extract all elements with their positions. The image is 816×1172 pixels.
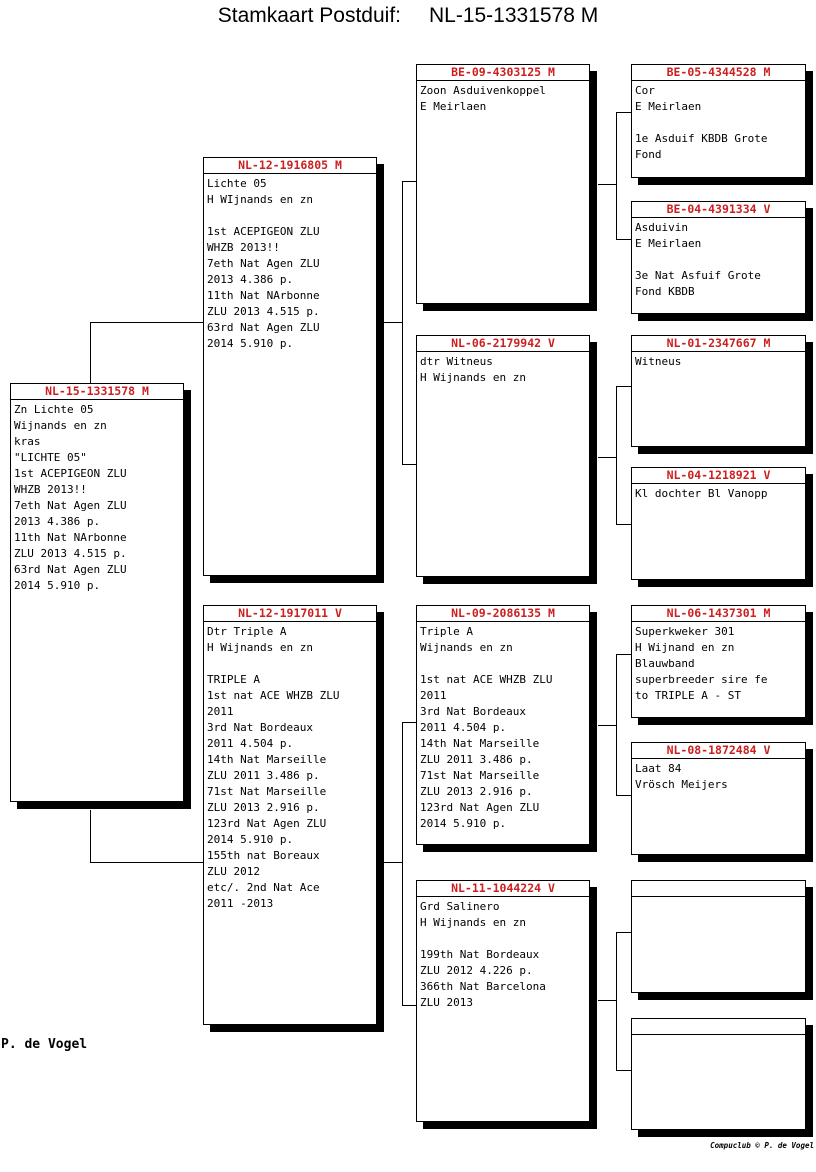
info-line [207, 208, 373, 224]
pigeon-card-mmm[interactable] [631, 1018, 806, 1130]
info-line: Fond [635, 148, 662, 161]
pigeon-info [632, 897, 805, 901]
pigeon-card-fmm[interactable] [631, 467, 806, 580]
connector-line [90, 322, 91, 383]
pigeon-card-ff[interactable] [416, 64, 590, 304]
info-line: ZLU 2013 2.916 p. [207, 801, 320, 814]
info-line: 2011 [207, 705, 234, 718]
info-line: 123rd Nat Agen ZLU [420, 801, 540, 814]
title-ring: NL-15-1331578 M [428, 4, 599, 27]
info-line: 155th nat Boreaux [207, 849, 320, 862]
info-line: Laat 84 [635, 762, 682, 775]
connector-line [616, 1070, 632, 1071]
info-line: ZLU 2012 4.226 p. [420, 964, 533, 977]
info-line: Fond KBDB [635, 285, 695, 298]
info-line: Witneus [635, 355, 682, 368]
pigeon-card-mff[interactable] [631, 605, 806, 718]
info-line: 2011 -2013 [207, 897, 274, 910]
pigeon-card-fff[interactable] [631, 64, 806, 178]
pigeon-info [204, 174, 376, 354]
info-line: 3rd Nat Bordeaux [420, 705, 526, 718]
info-line: WHZB 2013!! [207, 241, 280, 254]
info-line: Zn Lichte 05 [14, 403, 94, 416]
info-line: H Wijnands en zn [420, 916, 526, 929]
info-line: Kl dochter Bl Vanopp [635, 487, 768, 500]
info-line: 2014 5.910 p. [14, 579, 101, 592]
info-line: Grd Salinero [420, 900, 500, 913]
info-line: Wijnands en zn [14, 419, 107, 432]
info-line: 123rd Nat Agen ZLU [207, 817, 327, 830]
connector-line [402, 181, 403, 464]
info-line: ZLU 2013 2.916 p. [420, 785, 533, 798]
pigeon-info [632, 218, 805, 302]
info-line: 63rd Nat Agen ZLU [14, 563, 127, 576]
ring-number: NL-04-1218921 V [632, 468, 805, 484]
connector-line [402, 181, 417, 182]
info-line: 2014 5.910 p. [207, 833, 294, 846]
connector-line [402, 722, 417, 723]
info-line: etc/. 2nd Nat Ace [207, 881, 320, 894]
info-line: 7eth Nat Agen ZLU [207, 257, 320, 270]
info-line: 2013 4.386 p. [14, 515, 101, 528]
connector-line [616, 386, 632, 387]
pigeon-info [204, 622, 376, 914]
connector-line [384, 322, 402, 323]
ring-number: BE-05-4344528 M [632, 65, 805, 81]
info-line [635, 115, 802, 131]
info-line [420, 656, 586, 672]
pigeon-card-mm[interactable] [416, 880, 590, 1122]
info-line: ZLU 2013 [420, 996, 473, 1009]
pigeon-card-father[interactable] [203, 157, 377, 576]
connector-line [598, 457, 616, 458]
connector-line [402, 1005, 417, 1006]
info-line: 63rd Nat Agen ZLU [207, 321, 320, 334]
connector-line [598, 725, 616, 726]
pigeon-card-ffm[interactable] [631, 201, 806, 314]
pigeon-info [632, 759, 805, 795]
connector-line [90, 322, 204, 323]
info-line: 7eth Nat Agen ZLU [14, 499, 127, 512]
ring-number: NL-06-1437301 M [632, 606, 805, 622]
connector-line [402, 464, 417, 465]
connector-line [616, 112, 632, 113]
info-line: ZLU 2013 4.515 p. [207, 305, 320, 318]
pigeon-info [632, 484, 805, 504]
connector-line [616, 932, 632, 933]
info-line: 11th Nat NArbonne [14, 531, 127, 544]
info-line: Blauwband [635, 657, 695, 670]
pigeon-info [11, 400, 183, 596]
info-line: Wijnands en zn [420, 641, 513, 654]
info-line: 199th Nat Bordeaux [420, 948, 540, 961]
info-line: 71st Nat Marseille [420, 769, 540, 782]
pigeon-card-fm[interactable] [416, 335, 590, 577]
info-line: 71st Nat Marseille [207, 785, 327, 798]
info-line: 3e Nat Asfuif Grote [635, 269, 761, 282]
connector-line [616, 112, 617, 239]
info-line: superbreeder sire fe [635, 673, 768, 686]
ring-number: NL-06-2179942 V [417, 336, 589, 352]
info-line: E Meirlaen [635, 237, 702, 250]
ring-number: BE-09-4303125 M [417, 65, 589, 81]
ring-number: BE-04-4391334 V [632, 202, 805, 218]
connector-line [616, 654, 632, 655]
info-line: ZLU 2013 4.515 p. [14, 547, 127, 560]
info-line: 2014 5.910 p. [420, 817, 507, 830]
info-line: 2013 4.386 p. [207, 273, 294, 286]
info-line [207, 656, 373, 672]
pigeon-info [632, 1035, 805, 1039]
pigeon-info [417, 81, 589, 117]
info-line: ZLU 2012 [207, 865, 260, 878]
info-line: ZLU 2011 3.486 p. [207, 769, 320, 782]
info-line: 14th Nat Marseille [420, 737, 540, 750]
info-line: Triple A [420, 625, 473, 638]
info-line: Dtr Triple A [207, 625, 287, 638]
info-line: 2011 [420, 689, 447, 702]
info-line: H Wijnands en zn [420, 371, 526, 384]
info-line: H Wijnand en zn [635, 641, 735, 654]
info-line: 1st ACEPIGEON ZLU [207, 225, 320, 238]
pigeon-card-mfm[interactable] [631, 742, 806, 855]
pigeon-info [417, 897, 589, 1013]
info-line: "LICHTE 05" [14, 451, 87, 464]
pigeon-card-mf[interactable] [416, 605, 590, 845]
connector-line [90, 862, 204, 863]
ring-number [632, 881, 805, 897]
pigeon-info [632, 352, 805, 372]
connector-line [616, 795, 632, 796]
connector-line [616, 239, 632, 240]
ring-number: NL-11-1044224 V [417, 881, 589, 897]
info-line: ZLU 2011 3.486 p. [420, 753, 533, 766]
connector-line [598, 1000, 616, 1001]
info-line: 3rd Nat Bordeaux [207, 721, 313, 734]
info-line: to TRIPLE A - ST [635, 689, 741, 702]
info-line: dtr Witneus [420, 355, 493, 368]
info-line: E Meirlaen [635, 100, 702, 113]
ring-number [632, 1019, 805, 1035]
connector-line [384, 862, 402, 863]
ring-number: NL-09-2086135 M [417, 606, 589, 622]
info-line: Superkweker 301 [635, 625, 735, 638]
connector-line [616, 932, 617, 1070]
pigeon-info [417, 352, 589, 388]
info-line: TRIPLE A [207, 673, 260, 686]
ring-number: NL-12-1917011 V [204, 606, 376, 622]
ring-number: NL-12-1916805 M [204, 158, 376, 174]
info-line: 1st nat ACE WHZB ZLU [420, 673, 553, 686]
pigeon-card-subject[interactable] [10, 383, 184, 802]
pigeon-card-fmf[interactable] [631, 335, 806, 447]
ring-number: NL-08-1872484 V [632, 743, 805, 759]
info-line: Cor [635, 84, 655, 97]
author-name: P. de Vogel [1, 1037, 88, 1052]
info-line: E Meirlaen [420, 100, 487, 113]
info-line [420, 931, 586, 947]
info-line: Lichte 05 [207, 177, 267, 190]
info-line: H Wijnands en zn [207, 641, 313, 654]
footer-credit: Compuclub © P. de Vogel [710, 1141, 814, 1150]
info-line: Asduivin [635, 221, 688, 234]
info-line: 2011 4.504 p. [207, 737, 294, 750]
info-line [635, 252, 802, 268]
info-line: 1e Asduif KBDB Grote [635, 132, 768, 145]
pigeon-info [632, 622, 805, 706]
info-line: 14th Nat Marseille [207, 753, 327, 766]
info-line: 1st ACEPIGEON ZLU [14, 467, 127, 480]
connector-line [616, 386, 617, 524]
pigeon-card-mother[interactable] [203, 605, 377, 1025]
info-line: 1st nat ACE WHZB ZLU [207, 689, 340, 702]
info-line: 2011 4.504 p. [420, 721, 507, 734]
info-line: 366th Nat Barcelona [420, 980, 546, 993]
info-line: WHZB 2013!! [14, 483, 87, 496]
title-label: Stamkaart Postduif: [217, 4, 401, 27]
info-line: H WIjnands en zn [207, 193, 313, 206]
info-line: kras [14, 435, 41, 448]
pigeon-card-mmf[interactable] [631, 880, 806, 993]
pigeon-info [632, 81, 805, 165]
info-line: Zoon Asduivenkoppel [420, 84, 546, 97]
page-title [0, 4, 816, 28]
pigeon-info [417, 622, 589, 834]
ring-number: NL-15-1331578 M [11, 384, 183, 400]
connector-line [616, 654, 617, 795]
connector-line [90, 810, 91, 863]
connector-line [402, 722, 403, 1005]
connector-line [598, 184, 616, 185]
info-line: Vrösch Meijers [635, 778, 728, 791]
ring-number: NL-01-2347667 M [632, 336, 805, 352]
info-line: 2014 5.910 p. [207, 337, 294, 350]
connector-line [616, 524, 632, 525]
info-line: 11th Nat NArbonne [207, 289, 320, 302]
